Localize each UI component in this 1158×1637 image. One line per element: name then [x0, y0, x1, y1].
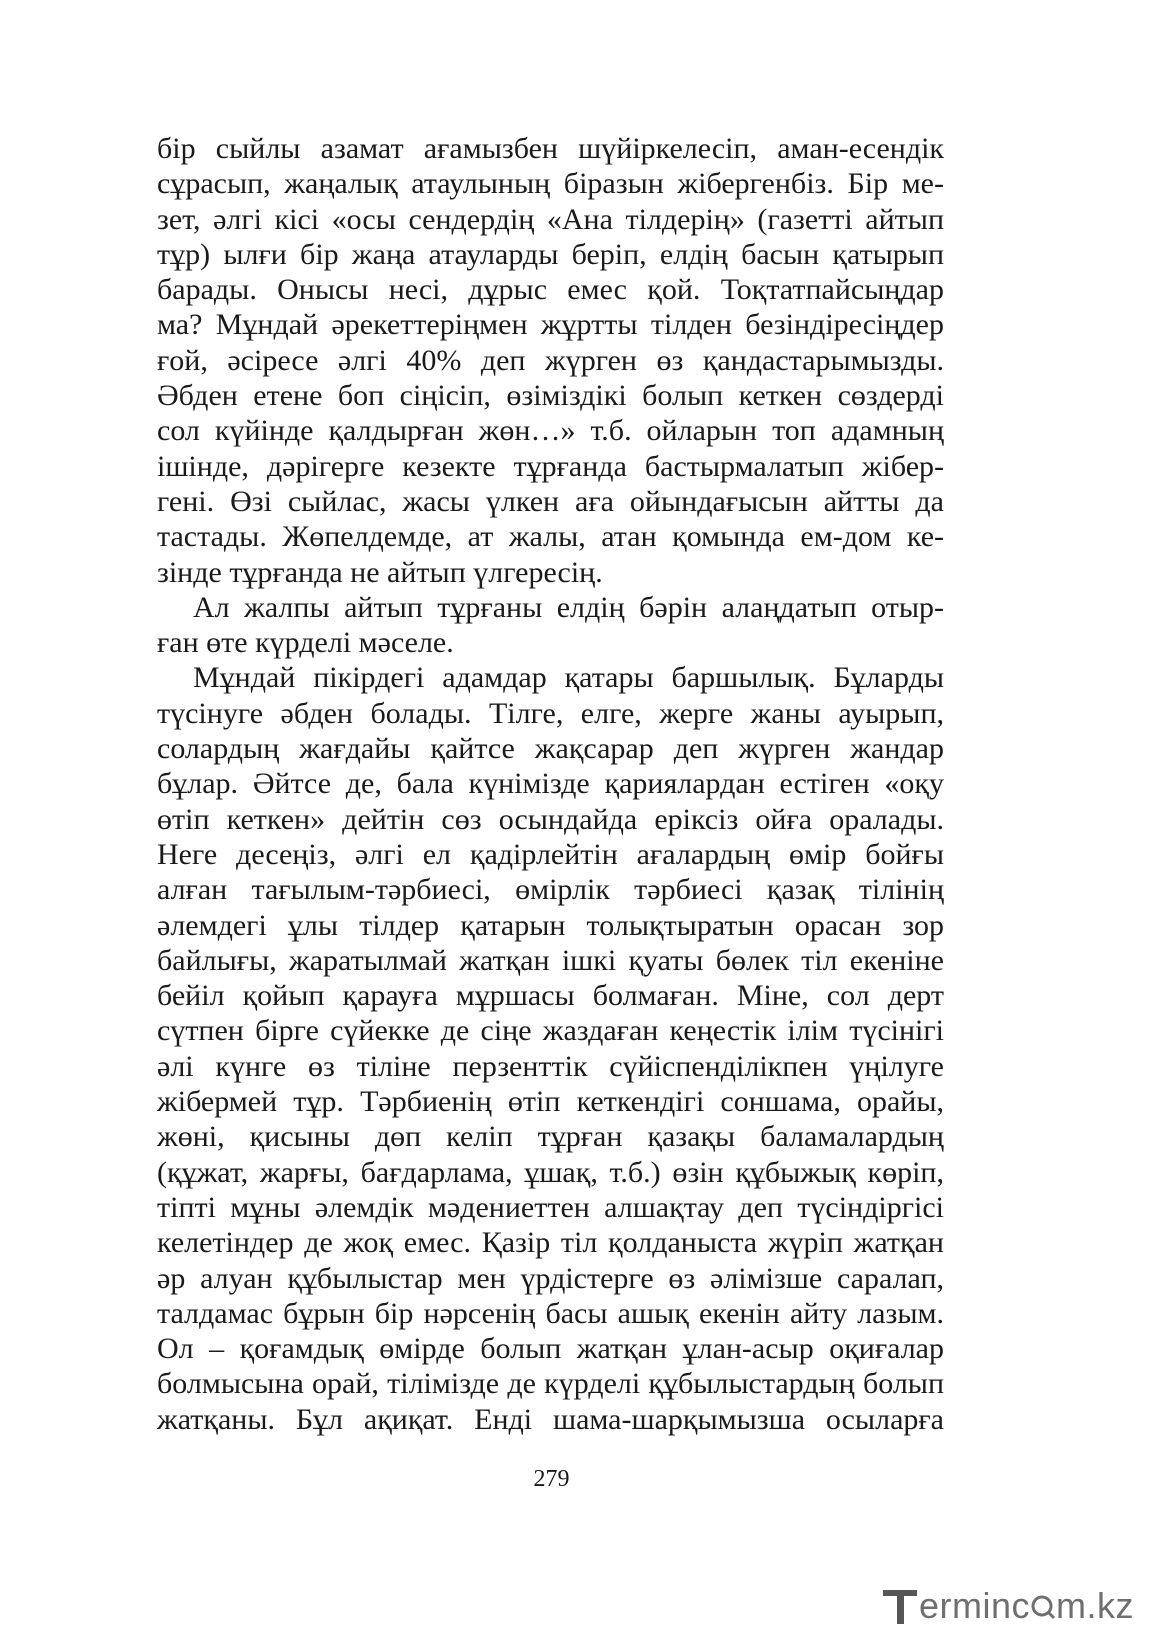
- termincom-logo-icon: [883, 1588, 917, 1624]
- text-line: ған өте күрделі мәселе.: [157, 626, 454, 660]
- text-line: сұрасып, жаңалық атаулының біразын жібергенбіз. Бір ме-: [157, 167, 944, 201]
- text-line: талдамас бұрын бір нәрсенің басы ашық екенін айту лазым.: [157, 1296, 944, 1330]
- text-line: Мұндай пікірдегі адамдар қатары баршылық. Бұларды: [193, 661, 944, 695]
- text-line: бір сыйлы азамат ағамызбен шүйіркелесіп, аман-есендік: [157, 132, 944, 165]
- text-line: байлығы, жаратылмай жатқан ішкі қуаты бөлек тіл екеніне: [157, 943, 944, 977]
- text-line: ғой, әсіресе әлгі 40% деп жүрген өз қандастарымызды.: [157, 343, 944, 377]
- text-line: ма? Мұндай әрекеттеріңмен жұртты тілден безіндіресіңдер: [157, 308, 944, 342]
- text-line: зет, әлгі кісі «осы сендердің «Ана тілдерің» (газетті айтып: [157, 202, 944, 236]
- text-line: әр алуан құбылыстар мен үрдістерге өз әлімізше саралап,: [157, 1261, 944, 1295]
- text-line: келетіндер де жоқ емес. Қазір тіл қолданыста жүріп жатқан: [157, 1226, 944, 1260]
- text-line: гені. Өзі сыйлас, жасы үлкен аға ойындағысын айтты да: [157, 484, 944, 518]
- text-line: әлі күнге өз тіліне перзенттік сүйіспенділікпен үңілуге: [157, 1049, 944, 1083]
- text-line: тастады. Жөпелдемде, ат жалы, атан қомында ем-дом ке-: [157, 520, 944, 554]
- text-line: зінде тұрғанда не айтып үлгересің.: [157, 555, 603, 589]
- text-line: сол күйінде қалдырған жөн…» т.б. ойларын топ адамның: [157, 414, 944, 448]
- text-line: болмысына орай, тілімізде де күрделі құбылыстардың болып: [157, 1367, 944, 1401]
- watermark-logo: [883, 1585, 1134, 1626]
- text-line: түсінуге әбден болады. Тілге, елге, жерге жаны ауырып,: [157, 696, 944, 730]
- text-line: сүтпен бірге сүйекке де сіңе жаздаған кеңестік ілім түсінігі: [157, 1014, 944, 1048]
- text-line: Әбден етене боп сіңісіп, өзіміздікі болып кеткен сөздерді: [157, 379, 944, 413]
- text-line: ішінде, дәрігерге кезекте тұрғанда бастырмалатып жібер-: [157, 449, 944, 483]
- text-line: жатқаны. Бұл ақиқат. Енді шама-шарқымызша осыларға: [157, 1402, 944, 1436]
- text-line: солардың жағдайы қайтсе жақсарар деп жүрген жандар: [157, 732, 944, 766]
- text-line: Ол – қоғамдық өмірде болып жатқан ұлан-асыр оқиғалар: [157, 1332, 944, 1366]
- text-line: (құжат, жарғы, бағдарлама, ұшақ, т.б.) өзін құбыжық көріп,: [157, 1155, 944, 1189]
- text-line: тұр) ылғи бір жаңа атауларды беріп, елдің басын қатырып: [157, 237, 944, 271]
- text-line: алған тағылым-тәрбиесі, өмірлік тәрбиесі қазақ тілінің: [157, 873, 944, 907]
- text-line: жөні, қисыны дөп келіп тұрған қазақы баламалардың: [157, 1120, 944, 1154]
- text-line: Ал жалпы айтып тұрғаны елдің бәрін алаңдатып отыр-: [193, 590, 944, 624]
- body-text: [157, 131, 944, 1437]
- page-number: 279: [533, 1466, 570, 1492]
- text-line: бейіл қойып қарауға мұршасы болмаған. Міне, сол дерт: [157, 979, 944, 1013]
- text-line: бұлар. Әйтсе де, бала күнімізде қариялардан естіген «оқу: [157, 767, 944, 801]
- text-line: тіпті мұны әлемдік мәдениеттен алшақтау деп түсіндіргісі: [157, 1190, 944, 1224]
- watermark-o-magnifier-icon: [1030, 1592, 1056, 1620]
- watermark-text: erminc m.kz: [918, 1585, 1134, 1626]
- text-line: Неге десеңіз, әлгі ел қадірлейтін ағалардың өмір бойғы: [157, 837, 944, 871]
- text-line: жібермей тұр. Тәрбиенің өтіп кеткендігі соншама, орайы,: [157, 1085, 944, 1119]
- text-line: әлемдегі ұлы тілдер қатарын толықтыратын орасан зор: [157, 908, 944, 942]
- text-line: барады. Онысы несі, дұрыс емес қой. Тоқтатпайсыңдар: [157, 273, 944, 307]
- text-line: өтіп кеткен» дейтін сөз осындайда еріксіз ойға оралады.: [157, 802, 944, 836]
